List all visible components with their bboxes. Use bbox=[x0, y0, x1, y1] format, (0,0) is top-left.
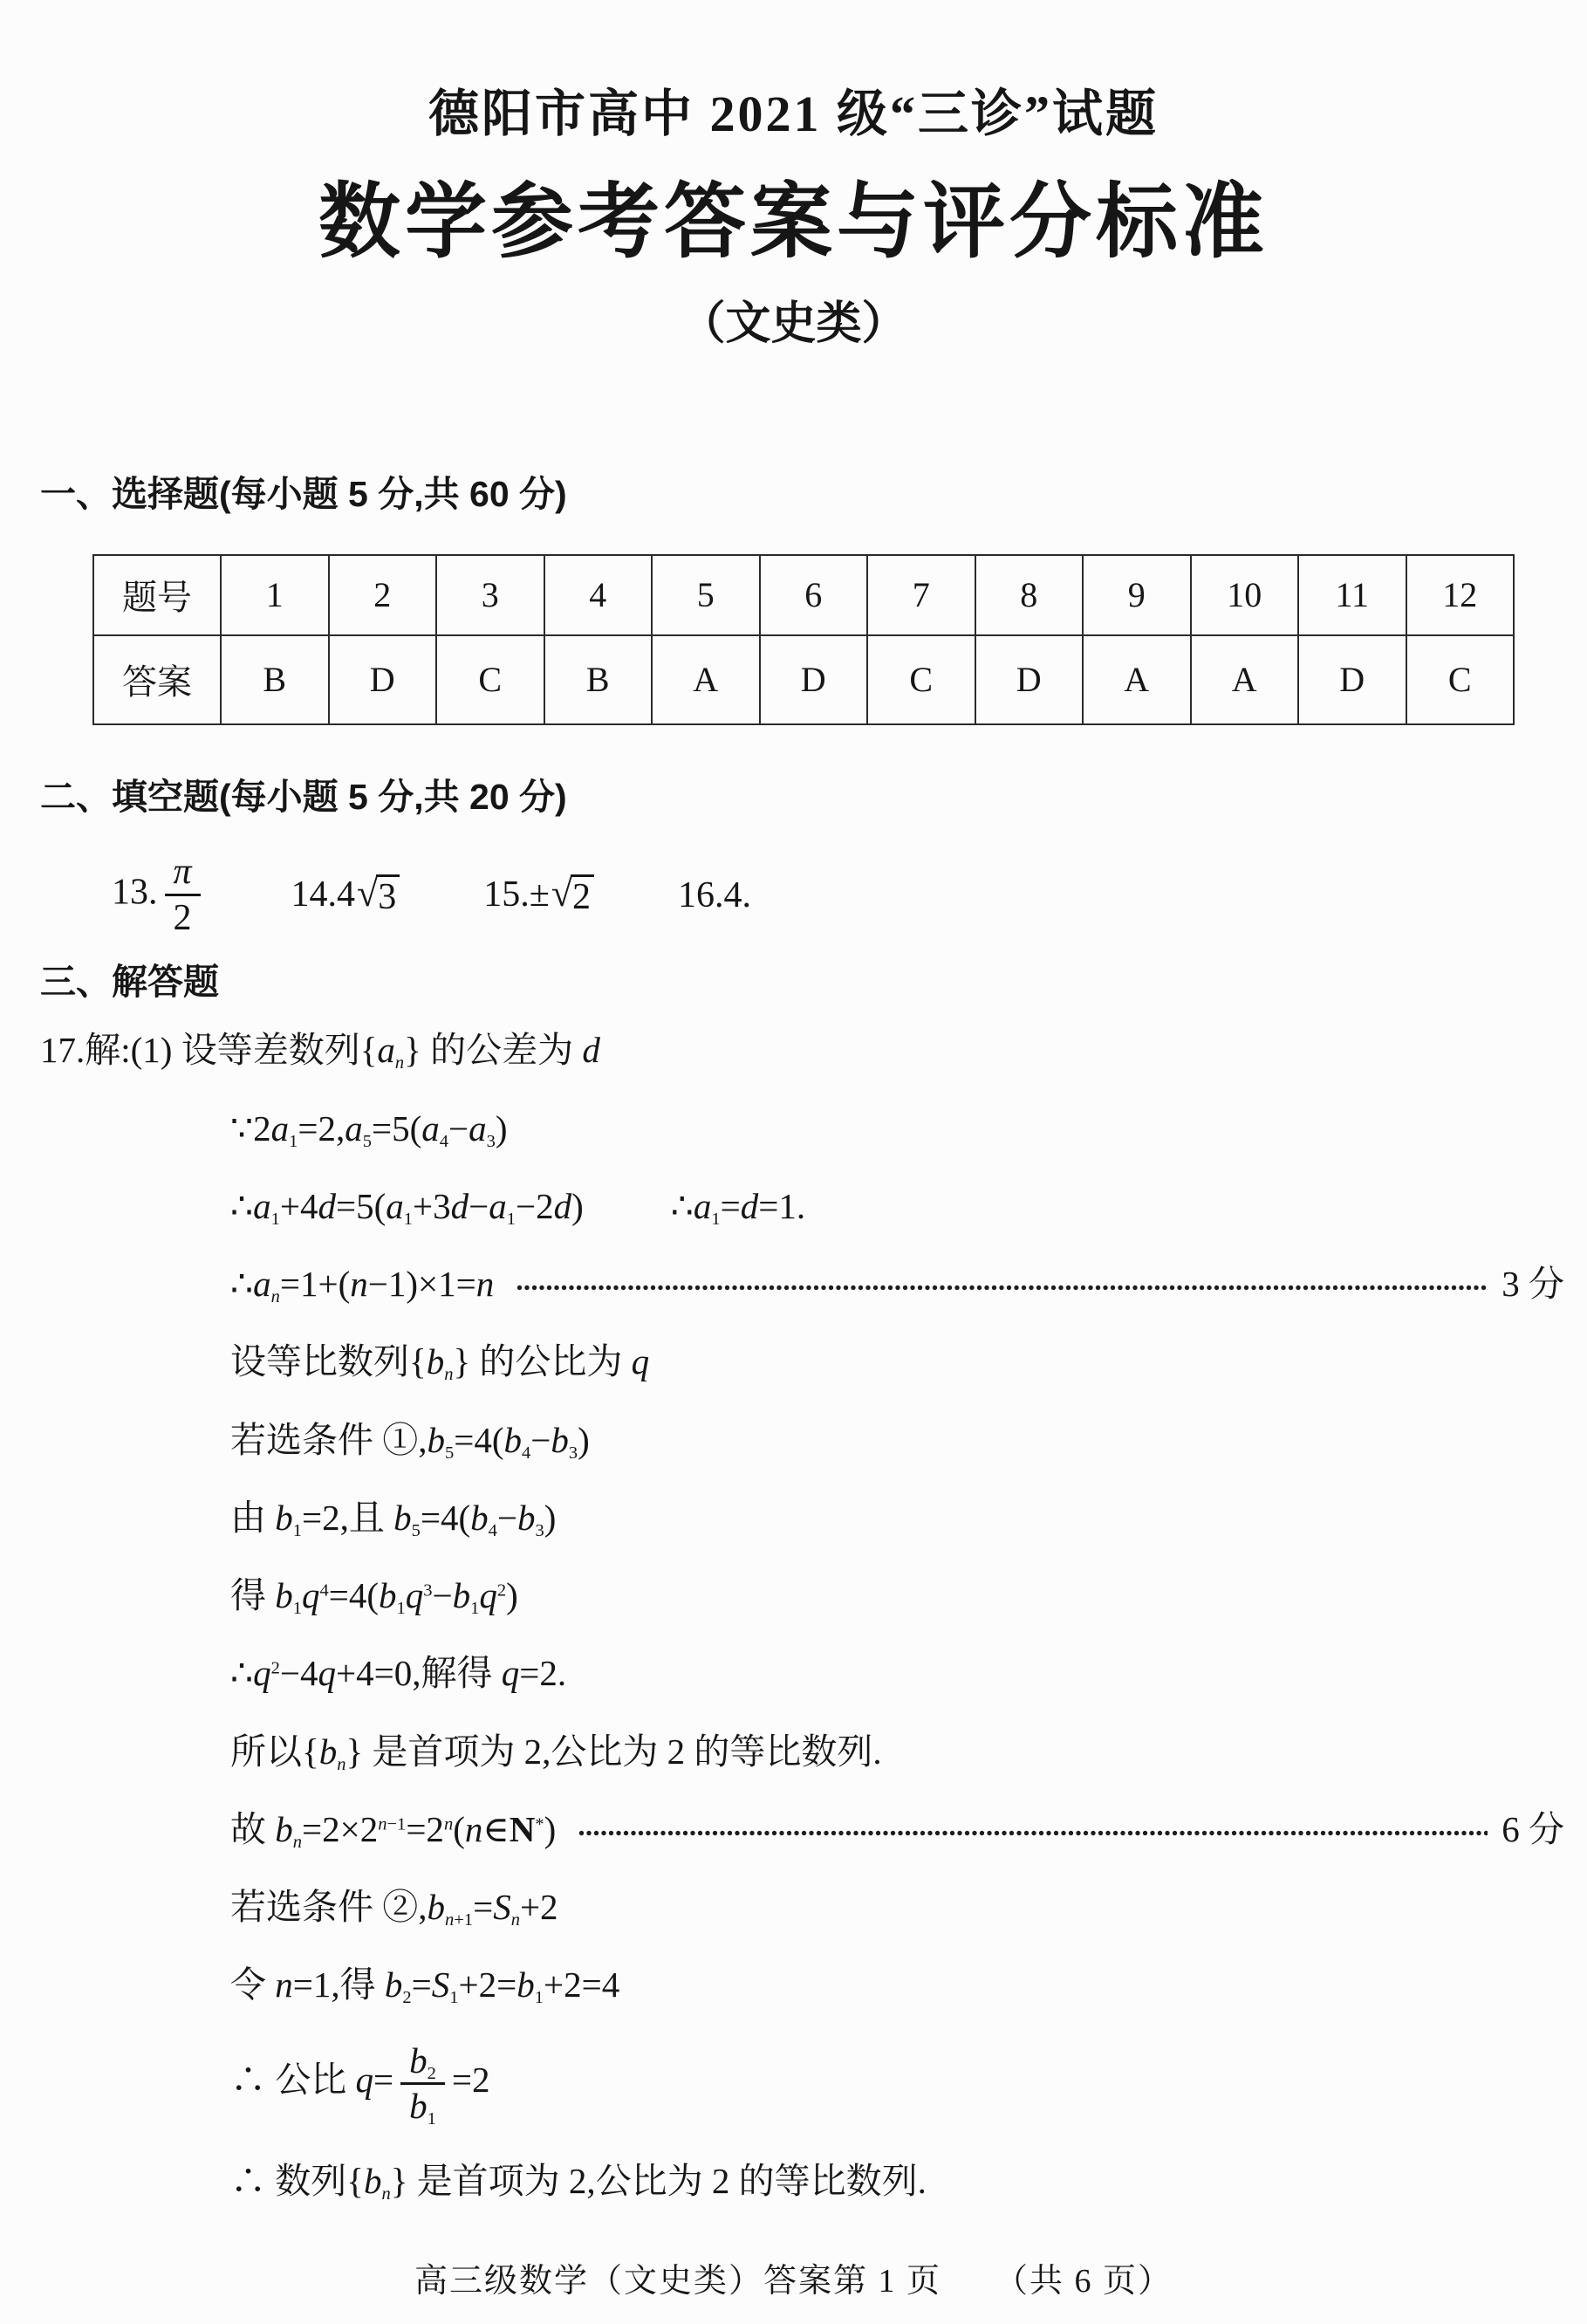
table-cell: D bbox=[760, 635, 868, 724]
row-label-answer: 答案 bbox=[93, 635, 221, 724]
secondary-expression-wrap bbox=[584, 1184, 805, 1229]
math-expression: ∴ 数列$\{b_n\}$ 是首项为 2,公比为 2 的等比数列. bbox=[230, 2160, 927, 2204]
math-expression: $\therefore a_n=1+(n-1)\times 1=n$ bbox=[230, 1264, 495, 1307]
section-heading-fill: 二、填空题(每小题 5 分,共 20 分) bbox=[40, 776, 567, 817]
table-cell: A bbox=[1191, 635, 1299, 724]
table-cell: 6 bbox=[760, 555, 868, 635]
question-number-row bbox=[93, 555, 1514, 635]
table-cell: 7 bbox=[867, 555, 975, 635]
dotted-leader bbox=[578, 1830, 1488, 1836]
table-cell: C bbox=[436, 635, 544, 724]
solution-line bbox=[230, 1807, 1564, 1852]
table-cell: 11 bbox=[1298, 555, 1406, 635]
table-cell: A bbox=[652, 635, 760, 724]
solution-line bbox=[230, 2039, 1564, 2129]
answer-row bbox=[93, 635, 1514, 724]
table-cell: B bbox=[544, 635, 653, 724]
fill-answer: 15.± √ 2 bbox=[483, 874, 594, 916]
choice-answer-table bbox=[92, 554, 1515, 725]
math-expression: 故 $b_n=2\times 2^{n-1}=2^n(n\in N^*)$ bbox=[230, 1808, 557, 1853]
score-wrap bbox=[494, 1262, 1564, 1306]
fill-answer: 13. $\frac{\pi}{2}$ bbox=[112, 852, 208, 938]
table-cell: 12 bbox=[1406, 555, 1515, 635]
solution-line bbox=[230, 1885, 1564, 1930]
solution-block bbox=[0, 1028, 1587, 2204]
table-cell: 8 bbox=[975, 555, 1084, 635]
math-expression: 若选条件 $①,b_5=4(b_4-b_3)$ bbox=[230, 1419, 590, 1463]
table-cell: B bbox=[221, 635, 329, 724]
solution-line bbox=[230, 1651, 1564, 1696]
dotted-leader bbox=[516, 1285, 1488, 1291]
solution-line bbox=[230, 1963, 1564, 2007]
solution-line bbox=[230, 1340, 1564, 1384]
math-expression: 17.解:(1) 设等差数列$\{a_n\}$ 的公差为 d bbox=[40, 1030, 600, 1073]
solution-line bbox=[230, 1184, 1564, 1229]
solution-line bbox=[230, 1573, 1564, 1618]
solution-line bbox=[230, 1730, 1564, 1774]
table-cell: A bbox=[1083, 635, 1191, 724]
score-label: 3 分 bbox=[1501, 1264, 1564, 1305]
solution-line bbox=[40, 1028, 1564, 1073]
fill-in-answers bbox=[112, 852, 1587, 938]
solution-line bbox=[230, 1418, 1564, 1463]
fill-answer: 16.4. bbox=[678, 874, 752, 915]
solution-line bbox=[230, 2159, 1564, 2204]
math-expression: $\therefore q^2-4q+4=0$,解得 q=2. bbox=[230, 1653, 567, 1694]
math-expression: 所以$\{b_n\}$ 是首项为 2,公比为 2 的等比数列. bbox=[230, 1731, 882, 1774]
table-cell: 10 bbox=[1191, 555, 1299, 635]
solution-line bbox=[230, 1107, 1564, 1151]
table-cell: 4 bbox=[544, 555, 653, 635]
score-label: 6 分 bbox=[1501, 1808, 1564, 1849]
exam-title: 德阳市高中 2021 级“三诊”试题 bbox=[428, 86, 1159, 142]
math-expression: 令 n=1,得 $b_2=S_1+2=b_1+2=4$ bbox=[230, 1964, 620, 2008]
math-expression: $\therefore a_1+4d=5(a_1+3d-a_1-2d)$ bbox=[230, 1185, 584, 1230]
table-cell: 2 bbox=[329, 555, 437, 635]
solution-line bbox=[230, 1262, 1564, 1306]
math-expression: $\because 2a_1=2,a_5=5(a_4-a_3)$ bbox=[230, 1107, 508, 1151]
table-cell: 5 bbox=[652, 555, 760, 635]
section-heading-choice: 一、选择题(每小题 5 分,共 60 分) bbox=[40, 473, 567, 514]
fill-answer: 14.4 √ 3 bbox=[291, 874, 400, 916]
row-label-question-number: 题号 bbox=[93, 555, 221, 635]
score-wrap bbox=[556, 1807, 1564, 1852]
table-cell: D bbox=[975, 635, 1084, 724]
math-expression: 设等比数列$\{b_n\}$ 的公比为 q bbox=[230, 1341, 650, 1385]
table-cell: C bbox=[867, 635, 975, 724]
table-cell: D bbox=[329, 635, 437, 724]
page-footer: 高三级数学（文史类）答案第 1 页 （共 6 页） bbox=[414, 2263, 1173, 2300]
math-expression-secondary: $\therefore a_1=d=1$. bbox=[670, 1185, 806, 1230]
solution-line bbox=[230, 1496, 1564, 1540]
math-expression: 若选条件 $②,b_{n+1}=S_n+2$ bbox=[230, 1887, 558, 1930]
math-expression: 由 $b_1=2$,且 $b_5=4(b_4-b_3)$ bbox=[230, 1497, 557, 1541]
table-cell: 9 bbox=[1083, 555, 1191, 635]
table-cell: 3 bbox=[436, 555, 544, 635]
subject-category: （文史类） bbox=[680, 298, 907, 349]
table-cell: 1 bbox=[221, 555, 329, 635]
table-cell: C bbox=[1406, 635, 1515, 724]
math-expression: 得 $b_1q^4=4(b_1q^3-b_1q^2)$ bbox=[230, 1575, 518, 1619]
math-expression: ∴ 公比 q= $\frac{b_2}{b_1}$ =2 bbox=[230, 2039, 490, 2129]
table-cell: D bbox=[1298, 635, 1406, 724]
section-heading-solve: 三、解答题 bbox=[40, 962, 219, 1003]
document-title: 数学参考答案与评分标准 bbox=[318, 176, 1269, 268]
